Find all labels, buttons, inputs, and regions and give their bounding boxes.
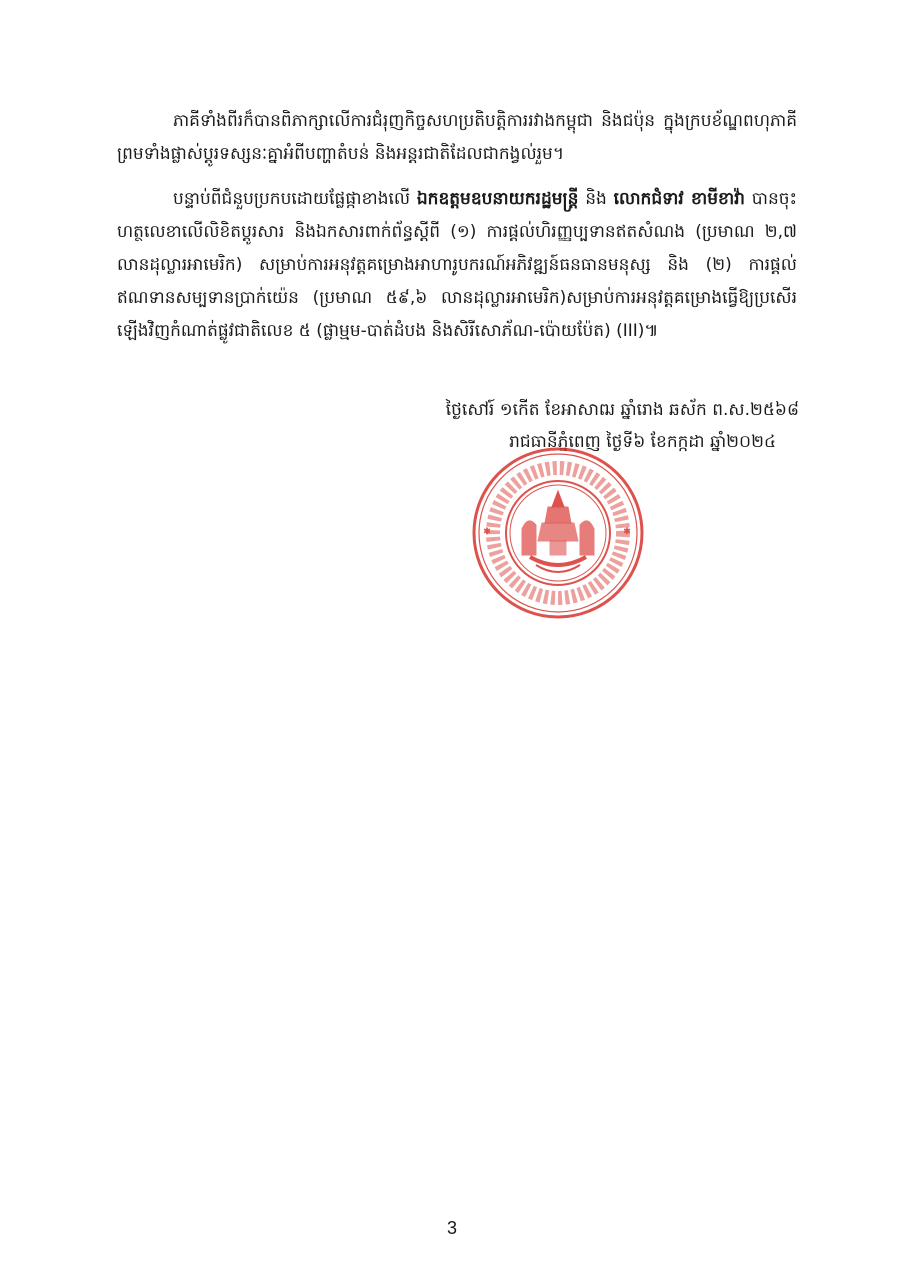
paragraph-body: បានចុះហត្ថលេខាលើលិខិតប្តូរសារ និងឯកសារពាក់ព័ន្ធស្តីពី (១) ការផ្តល់ហិរញ្ញប្បទានឥតសំណង (ប្រមាណ ២,៧ លានដុល្លារអាមេរិក) សម្រាប់ការអនុវត្តគម្រោងអាហារូបករណ៍អភិវឌ្ឍន៍ធនធានមនុស្ស និង (២) ការផ្តល់ឥណទានសម្បទានប្រាក់យ៉េន (ប្រមាណ ៥៩,៦ លានដុល្លារអាមេរិក)សម្រាប់ការអនុវត្តគម្រោងធ្វើឱ្យប្រសើរឡើងវិញកំណាត់ផ្លូវជាតិលេខ ៥ (ផ្លាម្មម-បាត់ដំបង និងសិរីសោភ័ណ-ប៉ោយប៉ែត) (III)៕ [117,189,797,341]
lunar-date: ថ្ងៃសៅរ៍ ១កើត ខែអាសាឍ ឆ្នាំរោង ឆស័ក ព.ស.២៥៦៨ [445,400,799,420]
paragraph-multilateral-cooperation [117,105,797,171]
paragraph-intro: បន្ទាប់ពីជំនួបប្រកបដោយផ្លែផ្កាខាងលើ [173,189,417,209]
solar-date-place: រាជធានីភ្នំពេញ ថ្ងៃទី៦ ខែកក្កដា ឆ្នាំ២០២៤ [509,432,776,452]
deputy-prime-minister-title: ឯកឧត្តមឧបនាយករដ្ឋមន្ត្រី [416,189,579,209]
page-number: 3 [446,1218,457,1238]
svg-text:*: * [484,526,490,540]
svg-text:*: * [624,526,630,540]
paragraph-signing-agreements [117,183,797,348]
minister-kamikawa-title: លោកជំទាវ ខាមីខាវ៉ា [613,189,745,209]
ministry-seal-icon [470,445,646,621]
paragraph-text: ភាគីទាំងពីរក៏បានពិភាក្សាលើការជំរុញកិច្ចសហប្រតិបត្តិការរវាងកម្ពុជា និងជប៉ុន ក្នុងក្របខ័ណ្ឌពហុភាគី ព្រមទាំងផ្លាស់ប្តូរទស្សនៈគ្នាអំពីបញ្ហាតំបន់ និងអន្តរជាតិដែលជាកង្វល់រួម។ [117,111,797,164]
conjunction: និង [578,189,614,209]
